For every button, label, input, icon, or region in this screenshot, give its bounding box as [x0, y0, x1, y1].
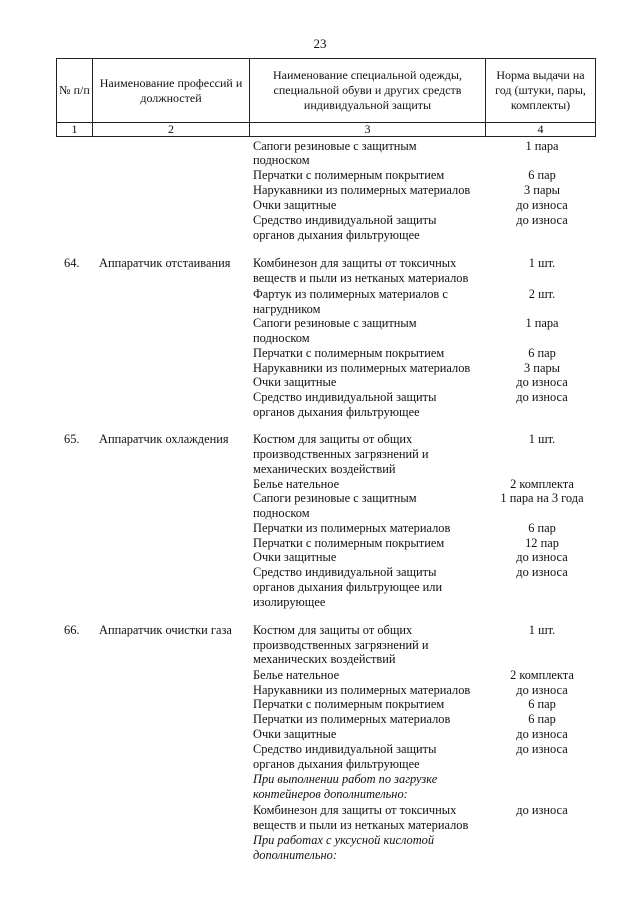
issue-norm: 6 пар — [528, 521, 556, 535]
header-equipment-column: Наименование специальной одежды, специальной обуви и других средств индивидуальной защиты — [250, 59, 486, 123]
issue-norm: до износа — [516, 390, 568, 404]
equipment-item: Очки защитные — [253, 727, 337, 741]
issue-norm: 6 пар — [528, 168, 556, 182]
equipment-item: механических воздействий — [253, 462, 396, 476]
equipment-item: Белье нательное — [253, 477, 340, 491]
issue-norm: 6 пар — [528, 697, 556, 711]
equipment-item: механических воздействий — [253, 652, 396, 666]
header-norm-column: Норма выдачи на год (штуки, пары, комплекты) — [486, 59, 596, 123]
issue-norm: 1 пара на 3 года — [500, 491, 584, 505]
equipment-item: Очки защитные — [253, 550, 337, 564]
issue-norm: до износа — [516, 375, 568, 389]
issue-norm: 2 комплекта — [510, 668, 574, 682]
equipment-item: Сапоги резиновые с защитным — [253, 316, 417, 330]
equipment-item: Костюм для защиты от общих — [253, 432, 413, 446]
column-index-2: 2 — [93, 123, 250, 137]
equipment-item: Перчатки из полимерных материалов — [253, 521, 451, 535]
issue-norm: до износа — [516, 742, 568, 756]
row-number: 66. — [64, 623, 80, 637]
equipment-item: Очки защитные — [253, 198, 337, 212]
issue-norm: 1 шт. — [528, 432, 556, 446]
issue-norm: до износа — [516, 213, 568, 227]
equipment-item: Белье нательное — [253, 668, 340, 682]
row-number: 64. — [64, 256, 80, 270]
equipment-item: Комбинезон для защиты от токсичных — [253, 803, 457, 817]
equipment-item: органов дыхания фильтрующее или — [253, 580, 443, 594]
equipment-item: Нарукавники из полимерных материалов — [253, 683, 471, 697]
equipment-item: Комбинезон для защиты от токсичных — [253, 256, 457, 270]
issue-norm: до износа — [516, 198, 568, 212]
issue-norm: 1 шт. — [528, 256, 556, 270]
profession-name: Аппаратчик охлаждения — [99, 432, 229, 446]
equipment-item: Очки защитные — [253, 375, 337, 389]
equipment-item: нагрудником — [253, 302, 321, 316]
issue-norm: 6 пар — [528, 712, 556, 726]
equipment-item: Костюм для защиты от общих — [253, 623, 413, 637]
equipment-item: контейнеров дополнительно: — [253, 787, 408, 801]
equipment-item: органов дыхания фильтрующее — [253, 405, 420, 419]
equipment-item: дополнительно: — [253, 848, 337, 862]
issue-norm: до износа — [516, 550, 568, 564]
equipment-item: Сапоги резиновые с защитным — [253, 139, 417, 153]
issue-norm: 1 пара — [525, 139, 559, 153]
equipment-item: Перчатки с полимерным покрытием — [253, 346, 445, 360]
column-index-3: 3 — [250, 123, 486, 137]
equipment-item: подноском — [253, 331, 310, 345]
header-number-column: № п/п — [57, 59, 93, 123]
issue-norm: 2 шт. — [528, 287, 556, 301]
equipment-item: Средство индивидуальной защиты — [253, 742, 437, 756]
equipment-item: веществ и пыли из нетканых материалов — [253, 818, 469, 832]
equipment-item: изолирующее — [253, 595, 326, 609]
equipment-item: подноском — [253, 506, 310, 520]
issue-norm: 3 пары — [524, 183, 560, 197]
equipment-item: органов дыхания фильтрующее — [253, 228, 420, 242]
equipment-item: подноском — [253, 153, 310, 167]
page-number: 23 — [313, 36, 327, 51]
equipment-item: Перчатки с полимерным покрытием — [253, 697, 445, 711]
equipment-item: Сапоги резиновые с защитным — [253, 491, 417, 505]
equipment-item: Нарукавники из полимерных материалов — [253, 183, 471, 197]
equipment-item: Нарукавники из полимерных материалов — [253, 361, 471, 375]
equipment-item: Средство индивидуальной защиты — [253, 390, 437, 404]
issue-norm: до износа — [516, 727, 568, 741]
equipment-item: Средство индивидуальной защиты — [253, 565, 437, 579]
issue-norm: 6 пар — [528, 346, 556, 360]
column-index-4: 4 — [486, 123, 596, 137]
equipment-item: Перчатки с полимерным покрытием — [253, 536, 445, 550]
issue-norm: 1 пара — [525, 316, 559, 330]
equipment-item: производственных загрязнений и — [253, 447, 429, 461]
issue-norm: до износа — [516, 565, 568, 579]
issue-norm: 3 пары — [524, 361, 560, 375]
profession-name: Аппаратчик очистки газа — [99, 623, 232, 637]
equipment-item: Перчатки из полимерных материалов — [253, 712, 451, 726]
equipment-item: органов дыхания фильтрующее — [253, 757, 420, 771]
equipment-item: Перчатки с полимерным покрытием — [253, 168, 445, 182]
issue-norm: 2 комплекта — [510, 477, 574, 491]
equipment-item: При работах с уксусной кислотой — [253, 833, 435, 847]
equipment-item: веществ и пыли из нетканых материалов — [253, 271, 469, 285]
column-index-1: 1 — [57, 123, 93, 137]
issue-norm: 12 пар — [525, 536, 559, 550]
equipment-item: Фартук из полимерных материалов с — [253, 287, 448, 301]
equipment-item: Средство индивидуальной защиты — [253, 213, 437, 227]
profession-name: Аппаратчик отстаивания — [99, 256, 231, 270]
header-profession-column: Наименование профессий и должностей — [93, 59, 250, 123]
issue-norm: до износа — [516, 683, 568, 697]
row-number: 65. — [64, 432, 80, 446]
equipment-item: производственных загрязнений и — [253, 638, 429, 652]
issue-norm: 1 шт. — [528, 623, 556, 637]
table-header — [56, 58, 596, 137]
issue-norm: до износа — [516, 803, 568, 817]
equipment-item: При выполнении работ по загрузке — [253, 772, 438, 786]
